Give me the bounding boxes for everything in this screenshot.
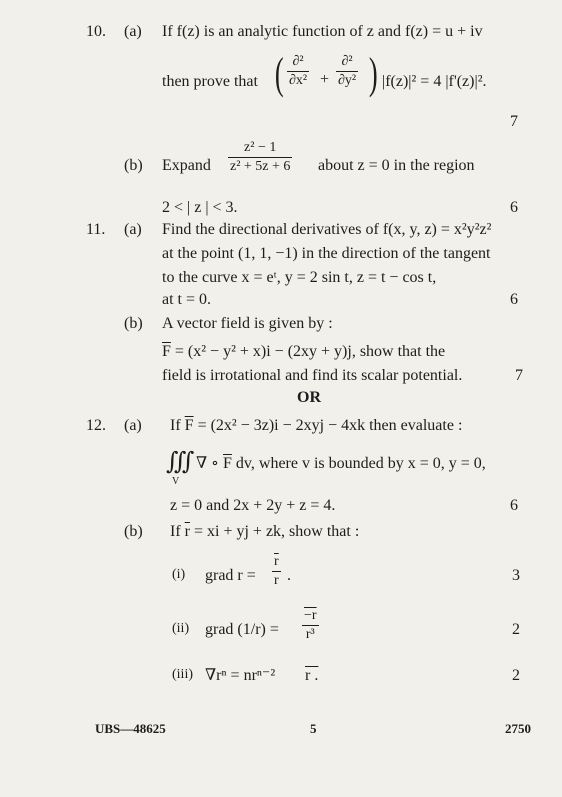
q10-number: 10. bbox=[86, 23, 106, 40]
q11b-line2-rest: = (x² − y² + x)i − (2xy + y)j, show that the bbox=[170, 343, 446, 360]
q10b-expand: Expand bbox=[162, 157, 211, 174]
q12a-line1 bbox=[170, 418, 462, 434]
part-ii-marks: 2 bbox=[512, 621, 520, 638]
fraction-d2-dy2 bbox=[336, 55, 358, 88]
page-number: 5 bbox=[310, 721, 317, 736]
q12a-line1-rest: = (2x² − 3z)i − 2xyj − 4xk then evaluate : bbox=[193, 417, 463, 434]
q11b-line2 bbox=[162, 344, 445, 360]
q11a-line1: Find the directional derivatives of f(x, y, z) = x²y²z² bbox=[162, 221, 492, 238]
plus-sign: + bbox=[320, 71, 330, 88]
fraction-neg-r-over-r3 bbox=[302, 609, 319, 642]
q12b-label: (b) bbox=[124, 523, 143, 540]
part-ii-label: (ii) bbox=[172, 621, 190, 636]
denominator: ∂x² bbox=[289, 73, 308, 88]
q10a-line2-end: |f(z)|² = 4 |f'(z)|². bbox=[382, 73, 487, 90]
part-iii-label: (iii) bbox=[172, 667, 193, 682]
triple-integral: ∭ bbox=[166, 449, 195, 475]
or-divider: OR bbox=[297, 389, 321, 406]
fraction-r-over-r bbox=[272, 555, 281, 588]
if-word: If bbox=[170, 523, 181, 540]
denominator: z² + 5z + 6 bbox=[230, 159, 291, 174]
footer-code: UBS—48625 bbox=[95, 721, 166, 736]
q11b-line3: field is irrotational and find its scalar potential. bbox=[162, 367, 463, 384]
q12a-marks: 6 bbox=[510, 497, 518, 514]
numerator: z² − 1 bbox=[244, 140, 277, 155]
q10a-label: (a) bbox=[124, 23, 142, 40]
part-i-label: (i) bbox=[172, 567, 186, 582]
part-iii-end: r . bbox=[305, 667, 319, 684]
part-i-marks: 3 bbox=[512, 567, 520, 584]
q12b-line1 bbox=[170, 524, 359, 540]
footer-right: 2750 bbox=[505, 721, 531, 736]
numerator: ∂² bbox=[292, 54, 304, 69]
vector-F: $\overline{F}$ bbox=[223, 455, 232, 472]
part-i-end: . bbox=[287, 567, 291, 584]
numerator: $\overline{r}$ bbox=[274, 554, 279, 569]
part-ii-lhs: grad (1/r) = bbox=[205, 621, 279, 638]
vector-r: $\overline{r}$ bbox=[184, 523, 190, 540]
q10b-label: (b) bbox=[124, 157, 143, 174]
q11a-marks: 6 bbox=[510, 291, 518, 308]
q11b-line1: A vector field is given by : bbox=[162, 315, 333, 332]
q11a-line2: at the point (1, 1, −1) in the direction of the tangent bbox=[162, 245, 491, 262]
q10b-marks: 6 bbox=[510, 199, 518, 216]
q10a-line2-start: then prove that bbox=[162, 73, 258, 90]
q11b-marks: 7 bbox=[515, 367, 523, 384]
q11-number: 11. bbox=[86, 221, 106, 238]
q10b-line2: 2 < | z | < 3. bbox=[162, 199, 238, 216]
denominator: r bbox=[274, 573, 279, 588]
integral-subscript: V bbox=[172, 476, 180, 487]
q12a-label: (a) bbox=[124, 417, 142, 434]
if-word: If bbox=[170, 417, 181, 434]
vector-F: $\overline{F}$ bbox=[162, 343, 171, 360]
part-i-lhs: grad r = bbox=[205, 567, 256, 584]
q11b-label: (b) bbox=[124, 315, 143, 332]
q11a-line3: to the curve x = eᵗ, y = 2 sin t, z = t − cos t, bbox=[162, 269, 437, 286]
q12a-line2 bbox=[196, 456, 486, 472]
open-paren: ( bbox=[274, 49, 284, 98]
q10a-line1: If f(z) is an analytic function of z and f(z) = u + iv bbox=[162, 23, 483, 40]
numerator: −r bbox=[304, 608, 317, 623]
q10b-rest: about z = 0 in the region bbox=[318, 157, 475, 174]
part-iii-marks: 2 bbox=[512, 667, 520, 684]
nabla-dot: ∇ ∘ bbox=[196, 455, 220, 472]
fraction-expand bbox=[228, 141, 292, 174]
fraction-d2-dx2 bbox=[287, 55, 309, 88]
denominator: ∂y² bbox=[338, 73, 357, 88]
q10a-marks: 7 bbox=[510, 113, 518, 130]
q11a-line4: at t = 0. bbox=[162, 291, 212, 308]
q12b-line1-rest: = xi + yj + zk, show that : bbox=[189, 523, 360, 540]
numerator: ∂² bbox=[341, 54, 353, 69]
part-iii-lhs: ∇rⁿ = nrⁿ⁻² bbox=[205, 667, 276, 684]
close-paren: ) bbox=[368, 49, 378, 98]
denominator: r³ bbox=[305, 627, 315, 642]
q12a-line2-rest: dv, where v is bounded by x = 0, y = 0, bbox=[231, 455, 486, 472]
q11a-label: (a) bbox=[124, 221, 142, 238]
q12a-line3: z = 0 and 2x + 2y + z = 4. bbox=[170, 497, 336, 514]
vector-F: $\overline{F}$ bbox=[184, 417, 194, 434]
q12-number: 12. bbox=[86, 417, 106, 434]
